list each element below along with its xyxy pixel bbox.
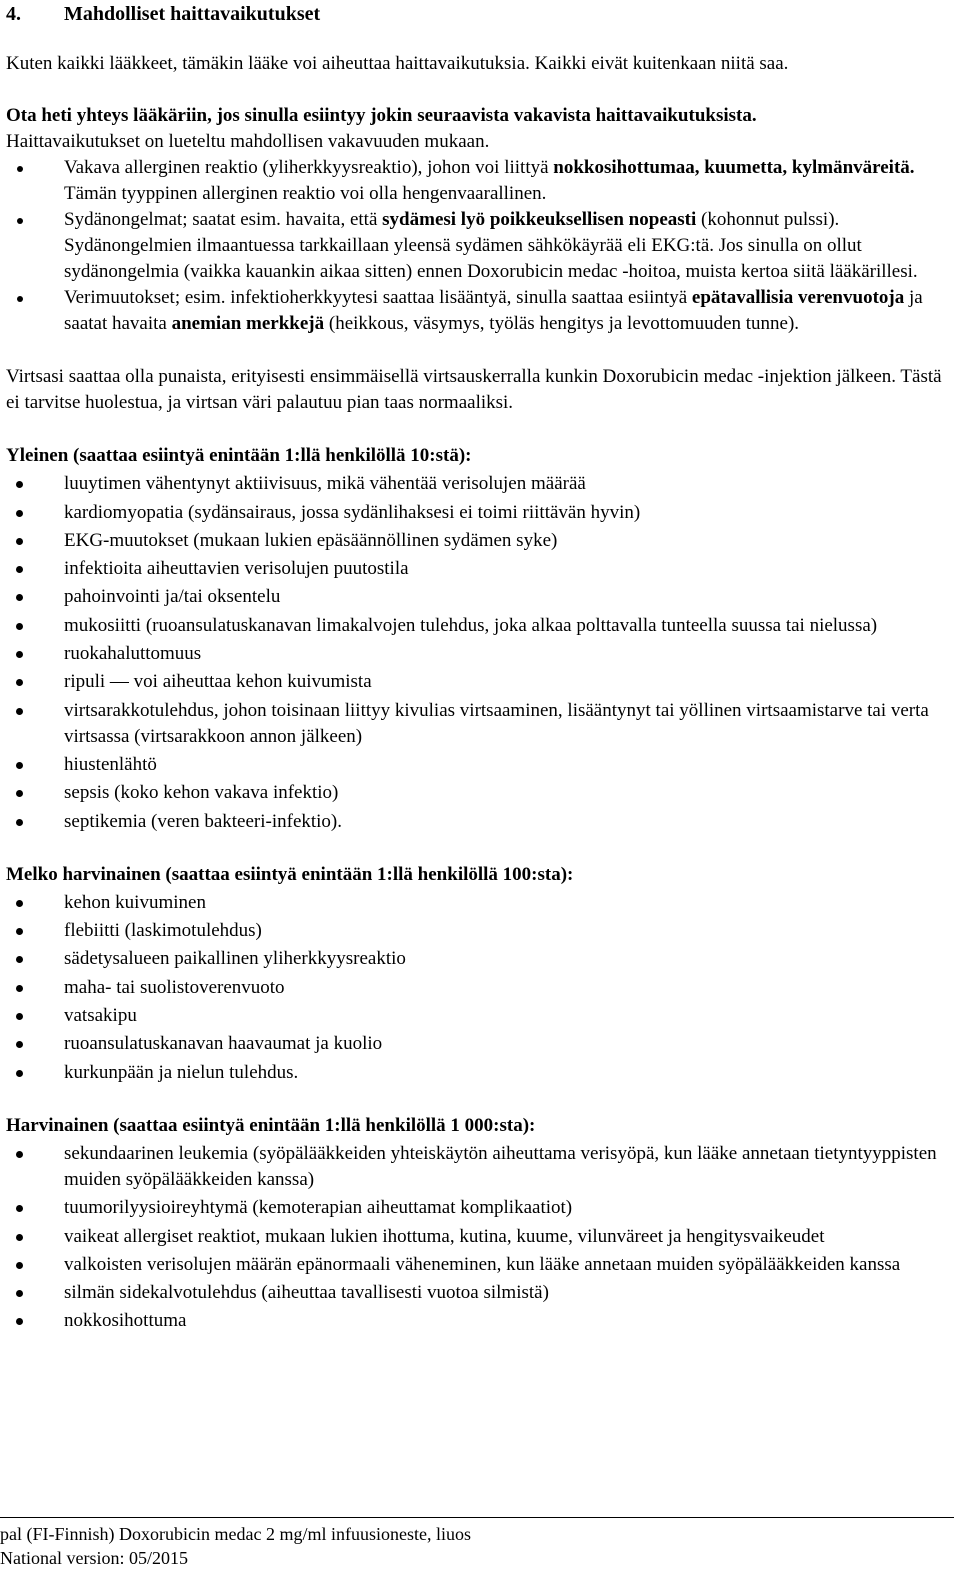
list-item: luuytimen vähentynyt aktiivisuus, mikä vähentää verisolujen määrää — [6, 471, 952, 497]
serious-item-allergy — [6, 155, 952, 207]
list-item: ripuli — voi aiheuttaa kehon kuivumista — [6, 669, 952, 695]
list-item: kehon kuivuminen — [6, 890, 952, 916]
serious-item-blood — [6, 285, 952, 337]
list-item: sepsis (koko kehon vakava infektio) — [6, 780, 952, 806]
list-item: sekundaarinen leukemia (syöpälääkkeiden yhteiskäytön aiheuttama verisyöpä, kun lääke annetaan tietyntyyppisten muiden syöpälääkkeiden kanssa) — [6, 1141, 952, 1193]
list-item: pahoinvointi ja/tai oksentelu — [6, 584, 952, 610]
section-title: Mahdolliset haittavaikutukset — [64, 3, 321, 25]
text: Tämän tyyppinen allerginen reaktio voi olla hengenvaarallinen. — [64, 183, 547, 204]
list-item: mukosiitti (ruoansulatuskanavan limakalvojen tulehdus, joka alkaa polttavalla tunteella suussa tai nielussa) — [6, 613, 952, 639]
list-item: kardiomyopatia (sydänsairaus, jossa sydänlihaksesi ei toimi riittävän hyvin) — [6, 500, 952, 526]
rare-heading: Harvinainen (saattaa esiintyä enintään 1:llä henkilöllä 1 000:sta): — [6, 1114, 536, 1136]
footer-version-line: National version: 05/2015 — [0, 1548, 188, 1568]
common-heading: Yleinen (saattaa esiintyä enintään 1:llä henkilöllä 10:stä): — [6, 445, 472, 466]
text-bold: nokkosihottumaa, kuumetta, kylmänväreitä. — [553, 157, 915, 178]
section-number: 4. — [6, 3, 21, 25]
text: ja saatat havaita — [64, 287, 923, 334]
serious-list — [6, 155, 952, 337]
text-bold: sydämesi lyö poikkeuksellisen nopeasti — [382, 209, 697, 230]
list-item: maha- tai suolistoverenvuoto — [6, 975, 952, 1001]
text-bold: anemian merkkejä — [171, 313, 325, 334]
common-list — [6, 471, 952, 834]
text: (kohonnut pulssi). Sydänongelmien ilmaantuessa tarkkaillaan yleensä sydämen sähkökäyrää eli EKG:tä. Jos sinulla on ollut sydänongelmia (vaikka kauankin aikaa sitten) ennen Doxorubicin medac -hoitoa, muista kertoa siitä lääkärillesi. — [64, 209, 918, 282]
list-item: infektioita aiheuttavien verisolujen puutostila — [6, 556, 952, 582]
list-item: flebiitti (laskimotulehdus) — [6, 918, 952, 944]
urine-note: Virtsasi saattaa olla punaista, erityisesti ensimmäisellä virtsauskerralla kunkin Doxorubicin medac -injektion jälkeen. Tästä ei tarvitse huolestua, ja virtsan väri palautuu pian taas normaaliksi. — [6, 366, 942, 413]
list-item: tuumorilyysioireyhtymä (kemoterapian aiheuttamat komplikaatiot) — [6, 1195, 952, 1221]
footer-product-line: pal (FI-Finnish) Doxorubicin medac 2 mg/ml infuusioneste, liuos — [0, 1524, 471, 1544]
serious-lead: Ota heti yhteys lääkäriin, jos sinulla esiintyy jokin seuraavista vakavista haittavaikutuksista. — [6, 105, 757, 126]
section-heading — [6, 0, 952, 27]
list-item: kurkunpään ja nielun tulehdus. — [6, 1060, 952, 1086]
uncommon-heading: Melko harvinainen (saattaa esiintyä enintään 1:llä henkilöllä 100:sta): — [6, 863, 574, 885]
list-item: silmän sidekalvotulehdus (aiheuttaa tavallisesti vuotoa silmistä) — [6, 1280, 952, 1306]
document-page — [6, 0, 952, 1334]
text: (heikkous, väsymys, työläs hengitys ja levottomuuden tunne). — [324, 313, 800, 334]
list-item: virtsarakkotulehdus, johon toisinaan liittyy kivulias virtsaaminen, lisääntynyt tai yöllinen virtsaamistarve tai verta virtsassa (virtsarakkoon annon jälkeen) — [6, 698, 952, 750]
serious-order-note: Haittavaikutukset on lueteltu mahdollisen vakavuuden mukaan. — [6, 131, 490, 152]
list-item: EKG-muutokset (mukaan lukien epäsäännöllinen sydämen syke) — [6, 528, 952, 554]
text-bold: epätavallisia verenvuotoja — [691, 287, 905, 308]
page-footer — [0, 1517, 954, 1570]
serious-item-heart — [6, 207, 952, 285]
list-item: sädetysalueen paikallinen yliherkkyysreaktio — [6, 946, 952, 972]
uncommon-list — [6, 890, 952, 1086]
intro-paragraph: Kuten kaikki lääkkeet, tämäkin lääke voi aiheuttaa haittavaikutuksia. Kaikki eivät kuitenkaan niitä saa. — [6, 53, 789, 74]
list-item: ruoansulatuskanavan haavaumat ja kuolio — [6, 1031, 952, 1057]
text: Vakava allerginen reaktio (yliherkkyysreaktio), johon voi liittyä — [64, 157, 554, 178]
list-item: septikemia (veren bakteeri-infektio). — [6, 809, 952, 835]
list-item: nokkosihottuma — [6, 1308, 952, 1334]
list-item: ruokahaluttomuus — [6, 641, 952, 667]
text: Verimuutokset; esim. infektioherkkyytesi saattaa lisääntyä, sinulla saattaa esiintyä — [64, 287, 692, 308]
list-item: vaikeat allergiset reaktiot, mukaan lukien ihottuma, kutina, kuume, vilunväreet ja hengitysvaikeudet — [6, 1224, 952, 1250]
list-item: hiustenlähtö — [6, 752, 952, 778]
list-item: valkoisten verisolujen määrän epänormaali väheneminen, kun lääke annetaan muiden syöpälääkkeiden kanssa — [6, 1252, 952, 1278]
rare-list — [6, 1141, 952, 1334]
list-item: vatsakipu — [6, 1003, 952, 1029]
text: Sydänongelmat; saatat esim. havaita, että — [64, 209, 383, 230]
